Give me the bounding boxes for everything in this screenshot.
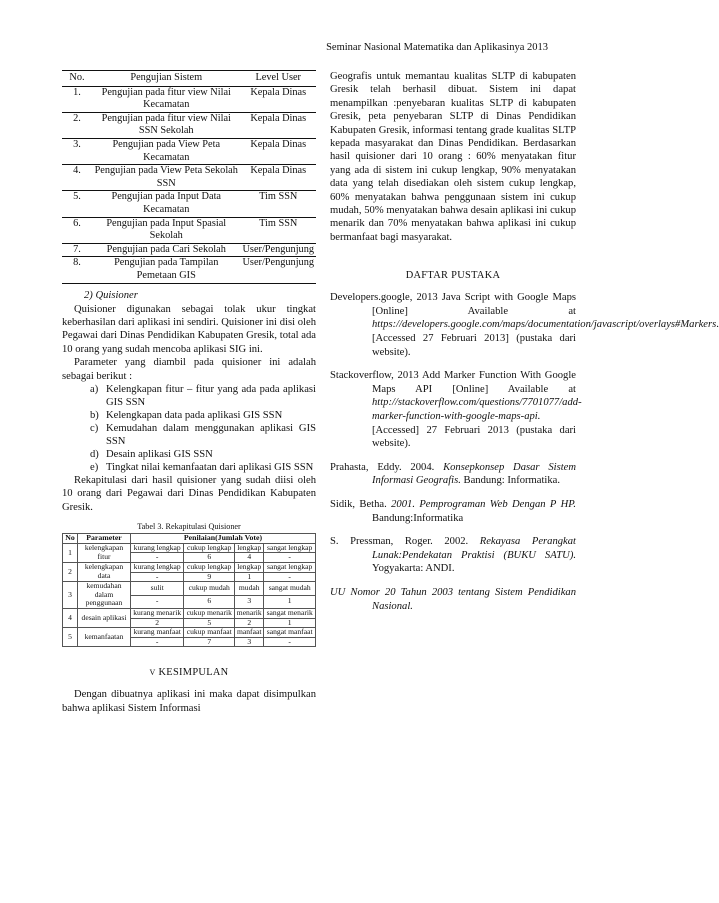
row-pengujian: Pengujian pada fitur view Nilai SSN Sekolah [92, 112, 241, 138]
table-row [62, 165, 316, 191]
row-number: 4. [62, 165, 92, 191]
recap-option-label: kurang lengkap [131, 543, 184, 553]
table-row [62, 257, 316, 283]
recap-vote-count: 1 [235, 572, 264, 582]
recap-option-label: sangat manfaat [264, 628, 316, 638]
recap-option-label: kurang menarik [131, 608, 184, 618]
list-item: b) Kelengkapan data pada aplikasi GIS SSN [90, 409, 283, 421]
table-row [63, 543, 316, 553]
col-header-level: Level User [241, 71, 317, 87]
recap-parameter: kelengkapan data [78, 562, 131, 581]
row-pengujian: Pengujian pada Cari Sekolah [92, 243, 241, 257]
parameter-list [62, 383, 316, 474]
reference-3: Prahasta, Eddy. 2004. Konsepkonsep Dasar Sistem Informasi Geografis. Bandung: Informatika. [330, 461, 576, 487]
table-row [62, 217, 316, 243]
row-pengujian: Pengujian pada View Peta Sekolah SSN [92, 165, 241, 191]
table-row [62, 243, 316, 257]
recap-no: 3 [63, 582, 78, 609]
list-item: d) Desain aplikasi GIS SSN [90, 448, 213, 460]
table3-caption: Tabel 3. Rekapitulasi Quisioner [137, 522, 241, 532]
table-row [62, 86, 316, 112]
row-level-user: Kepala Dinas [241, 165, 317, 191]
row-level-user: User/Pengunjung [241, 243, 317, 257]
recap-vote-count: 2 [235, 618, 264, 628]
recap-option-label: cukup menarik [184, 608, 235, 618]
quisioner-heading: 2) Quisioner [84, 289, 138, 301]
recap-vote-count: 2 [131, 618, 184, 628]
row-number: 2. [62, 112, 92, 138]
reference-1: Developers.google, 2013 Java Script with Google Maps [Online] Available at https://developers.google.com/maps/documentation/javascript/overlays#Markers. [Accessed 27 Februari 2013] (pustaka dari website). [330, 292, 719, 358]
recap-no: 5 [63, 628, 78, 647]
row-level-user: Kepala Dinas [241, 86, 317, 112]
recap-col-score: Penilaian(Jumlah Vote) [131, 534, 316, 544]
recap-table [62, 533, 316, 647]
table-row [63, 582, 316, 595]
right-column [330, 70, 719, 623]
recap-option-label: sangat mudah [264, 582, 316, 595]
testing-table-body [62, 86, 316, 283]
running-header: Seminar Nasional Matematika dan Aplikasinya 2013 [326, 42, 548, 53]
row-number: 7. [62, 243, 92, 257]
recap-vote-count: - [131, 637, 184, 647]
row-level-user: User/Pengunjung [241, 257, 317, 283]
recap-option-label: kurang lengkap [131, 562, 184, 572]
recap-vote-count: 4 [235, 553, 264, 563]
recap-vote-count: 6 [184, 595, 235, 608]
kesimpulan-heading: V KESIMPULAN [149, 667, 229, 679]
recap-col-param: Parameter [78, 534, 131, 544]
recap-vote-count: 6 [184, 553, 235, 563]
row-pengujian: Pengujian pada Input Data Kecamatan [92, 191, 241, 217]
recap-option-label: sulit [131, 582, 184, 595]
recap-option-label: mudah [235, 582, 264, 595]
recap-parameter: kemanfaatan [78, 628, 131, 647]
row-level-user: Tim SSN [241, 217, 317, 243]
recap-vote-count: 1 [264, 618, 316, 628]
recap-option-label: sangat menarik [264, 608, 316, 618]
list-item: e) Tingkat nilai kemanfaatan dari aplikasi GIS SSN [90, 461, 314, 473]
recap-vote-count: 5 [184, 618, 235, 628]
row-pengujian: Pengujian pada Input Spasial Sekolah [92, 217, 241, 243]
table-row [62, 112, 316, 138]
left-column [62, 70, 316, 715]
table-row [62, 191, 316, 217]
quisioner-paragraph-1: Quisioner digunakan sebagai tolak ukur tingkat keberhasilan dari aplikasi ini sendiri. Quisioner ini disi oleh Pegawai dari Dinas Pendidikan Kabupaten Gresik, total ada 10 orang yang sudah mencoba aplikasi SIG ini. [62, 303, 316, 355]
recap-option-label: lengkap [235, 562, 264, 572]
recap-option-label: cukup lengkap [184, 562, 235, 572]
recap-vote-count: - [131, 595, 184, 608]
reference-5: S. Pressman, Roger. 2002. Rekayasa Perangkat Lunak:Pendekatan Praktisi (BUKU SATU). Yogyakarta: ANDI. [330, 536, 576, 575]
quisioner-paragraph-2: Parameter yang diambil pada quisioner ini adalah sebagai berikut : [62, 357, 316, 382]
table-row [63, 628, 316, 638]
list-item: a) Kelengkapan fitur – fitur yang ada pada aplikasi GIS SSN [90, 383, 316, 408]
recap-vote-count: - [131, 553, 184, 563]
col-header-pengujian: Pengujian Sistem [92, 71, 241, 87]
recap-vote-count: - [264, 572, 316, 582]
row-number: 6. [62, 217, 92, 243]
row-level-user: Tim SSN [241, 191, 317, 217]
recap-option-label: lengkap [235, 543, 264, 553]
recap-option-label: cukup manfaat [184, 628, 235, 638]
recap-parameter: kemudahan dalam penggunaan [78, 582, 131, 609]
recap-vote-count: 9 [184, 572, 235, 582]
reference-4: Sidik, Betha. 2001. Pemprograman Web Dengan P HP. Bandung:Informatika [330, 499, 576, 524]
recap-option-label: manfaat [235, 628, 264, 638]
recap-option-label: sangat lengkap [264, 562, 316, 572]
table-row [63, 562, 316, 572]
recap-option-label: kurang manfaat [131, 628, 184, 638]
recap-vote-count: - [264, 637, 316, 647]
row-number: 5. [62, 191, 92, 217]
kesimpulan-paragraph: Dengan dibuatnya aplikasi ini maka dapat disimpulkan bahwa aplikasi Sistem Informasi [62, 689, 316, 714]
recap-vote-count: 3 [235, 595, 264, 608]
recap-option-label: cukup mudah [184, 582, 235, 595]
recap-vote-count: 3 [235, 637, 264, 647]
quisioner-paragraph-3: Rekapitulasi dari hasil quisioner yang sudah diisi oleh 10 orang dari Pegawai dari Dinas Pendidikan Kabupaten Gresik. [62, 474, 316, 513]
list-item: c) Kemudahan dalam menggunakan aplikasi GIS SSN [90, 422, 316, 447]
recap-table-body [63, 543, 316, 647]
row-pengujian: Pengujian pada View Peta Kecamatan [92, 138, 241, 164]
recap-vote-count: 1 [264, 595, 316, 608]
recap-col-no: No [63, 534, 78, 544]
recap-no: 4 [63, 608, 78, 627]
row-number: 1. [62, 86, 92, 112]
recap-option-label: cukup lengkap [184, 543, 235, 553]
row-level-user: Kepala Dinas [241, 112, 317, 138]
row-number: 3. [62, 138, 92, 164]
recap-vote-count: - [131, 572, 184, 582]
references-heading: DAFTAR PUSTAKA [405, 270, 501, 282]
reference-2: Stackoverflow, 2013 Add Marker Function With Google Maps API [Online] Available at http://stackoverflow.com/questions/7701077/add-marker-function-with-google-maps-api. [Accessed] 27 Februari 2013 (pustaka dari website). [330, 370, 582, 450]
reference-6: UU Nomor 20 Tahun 2003 tentang Sistem Pendidikan Nasional. [330, 586, 576, 612]
testing-table [62, 70, 316, 284]
recap-parameter: kelengkapan fitur [78, 543, 131, 562]
row-level-user: Kepala Dinas [241, 138, 317, 164]
row-pengujian: Pengujian pada Tampilan Pemetaan GIS [92, 257, 241, 283]
row-number: 8. [62, 257, 92, 283]
recap-vote-count: 7 [184, 637, 235, 647]
table-row [62, 138, 316, 164]
recap-parameter: desain aplikasi [78, 608, 131, 627]
recap-option-label: menarik [235, 608, 264, 618]
table-row [63, 608, 316, 618]
recap-option-label: sangat lengkap [264, 543, 316, 553]
row-pengujian: Pengujian pada fitur view Nilai Kecamatan [92, 86, 241, 112]
conclusion-paragraph: Geografis untuk memantau kualitas SLTP di kabupaten Gresik telah berhasil dibuat. Sistem ini dapat menampilkan :penyebaran kualitas SLTP di kabupaten Gresik, peta penyebaran SLTP di Dinas Pendidikan Kabupaten Gresik, informasi tentang grade kualitas SLTP kepada masyarakat dan Dinas Pendidikan. Berdasarkan hasil quisioner dari 10 orang : 60% menyatakan fitur yang ada di sistem ini cukup lengkap, 90% menyatakan data yang telah disediakan oleh sistem cukup lengkap, 60% menyatakan bahwa penggunaan sistem ini cukup mudah, 50% menyatakan bahwa desain aplikasi ini cukup menarik dan 70% menyatakan bahwa aplikasi ini cukup bermanfaat bagi masyarakat. [330, 71, 576, 243]
recap-no: 1 [63, 543, 78, 562]
col-header-no: No. [62, 71, 92, 87]
recap-no: 2 [63, 562, 78, 581]
recap-vote-count: - [264, 553, 316, 563]
